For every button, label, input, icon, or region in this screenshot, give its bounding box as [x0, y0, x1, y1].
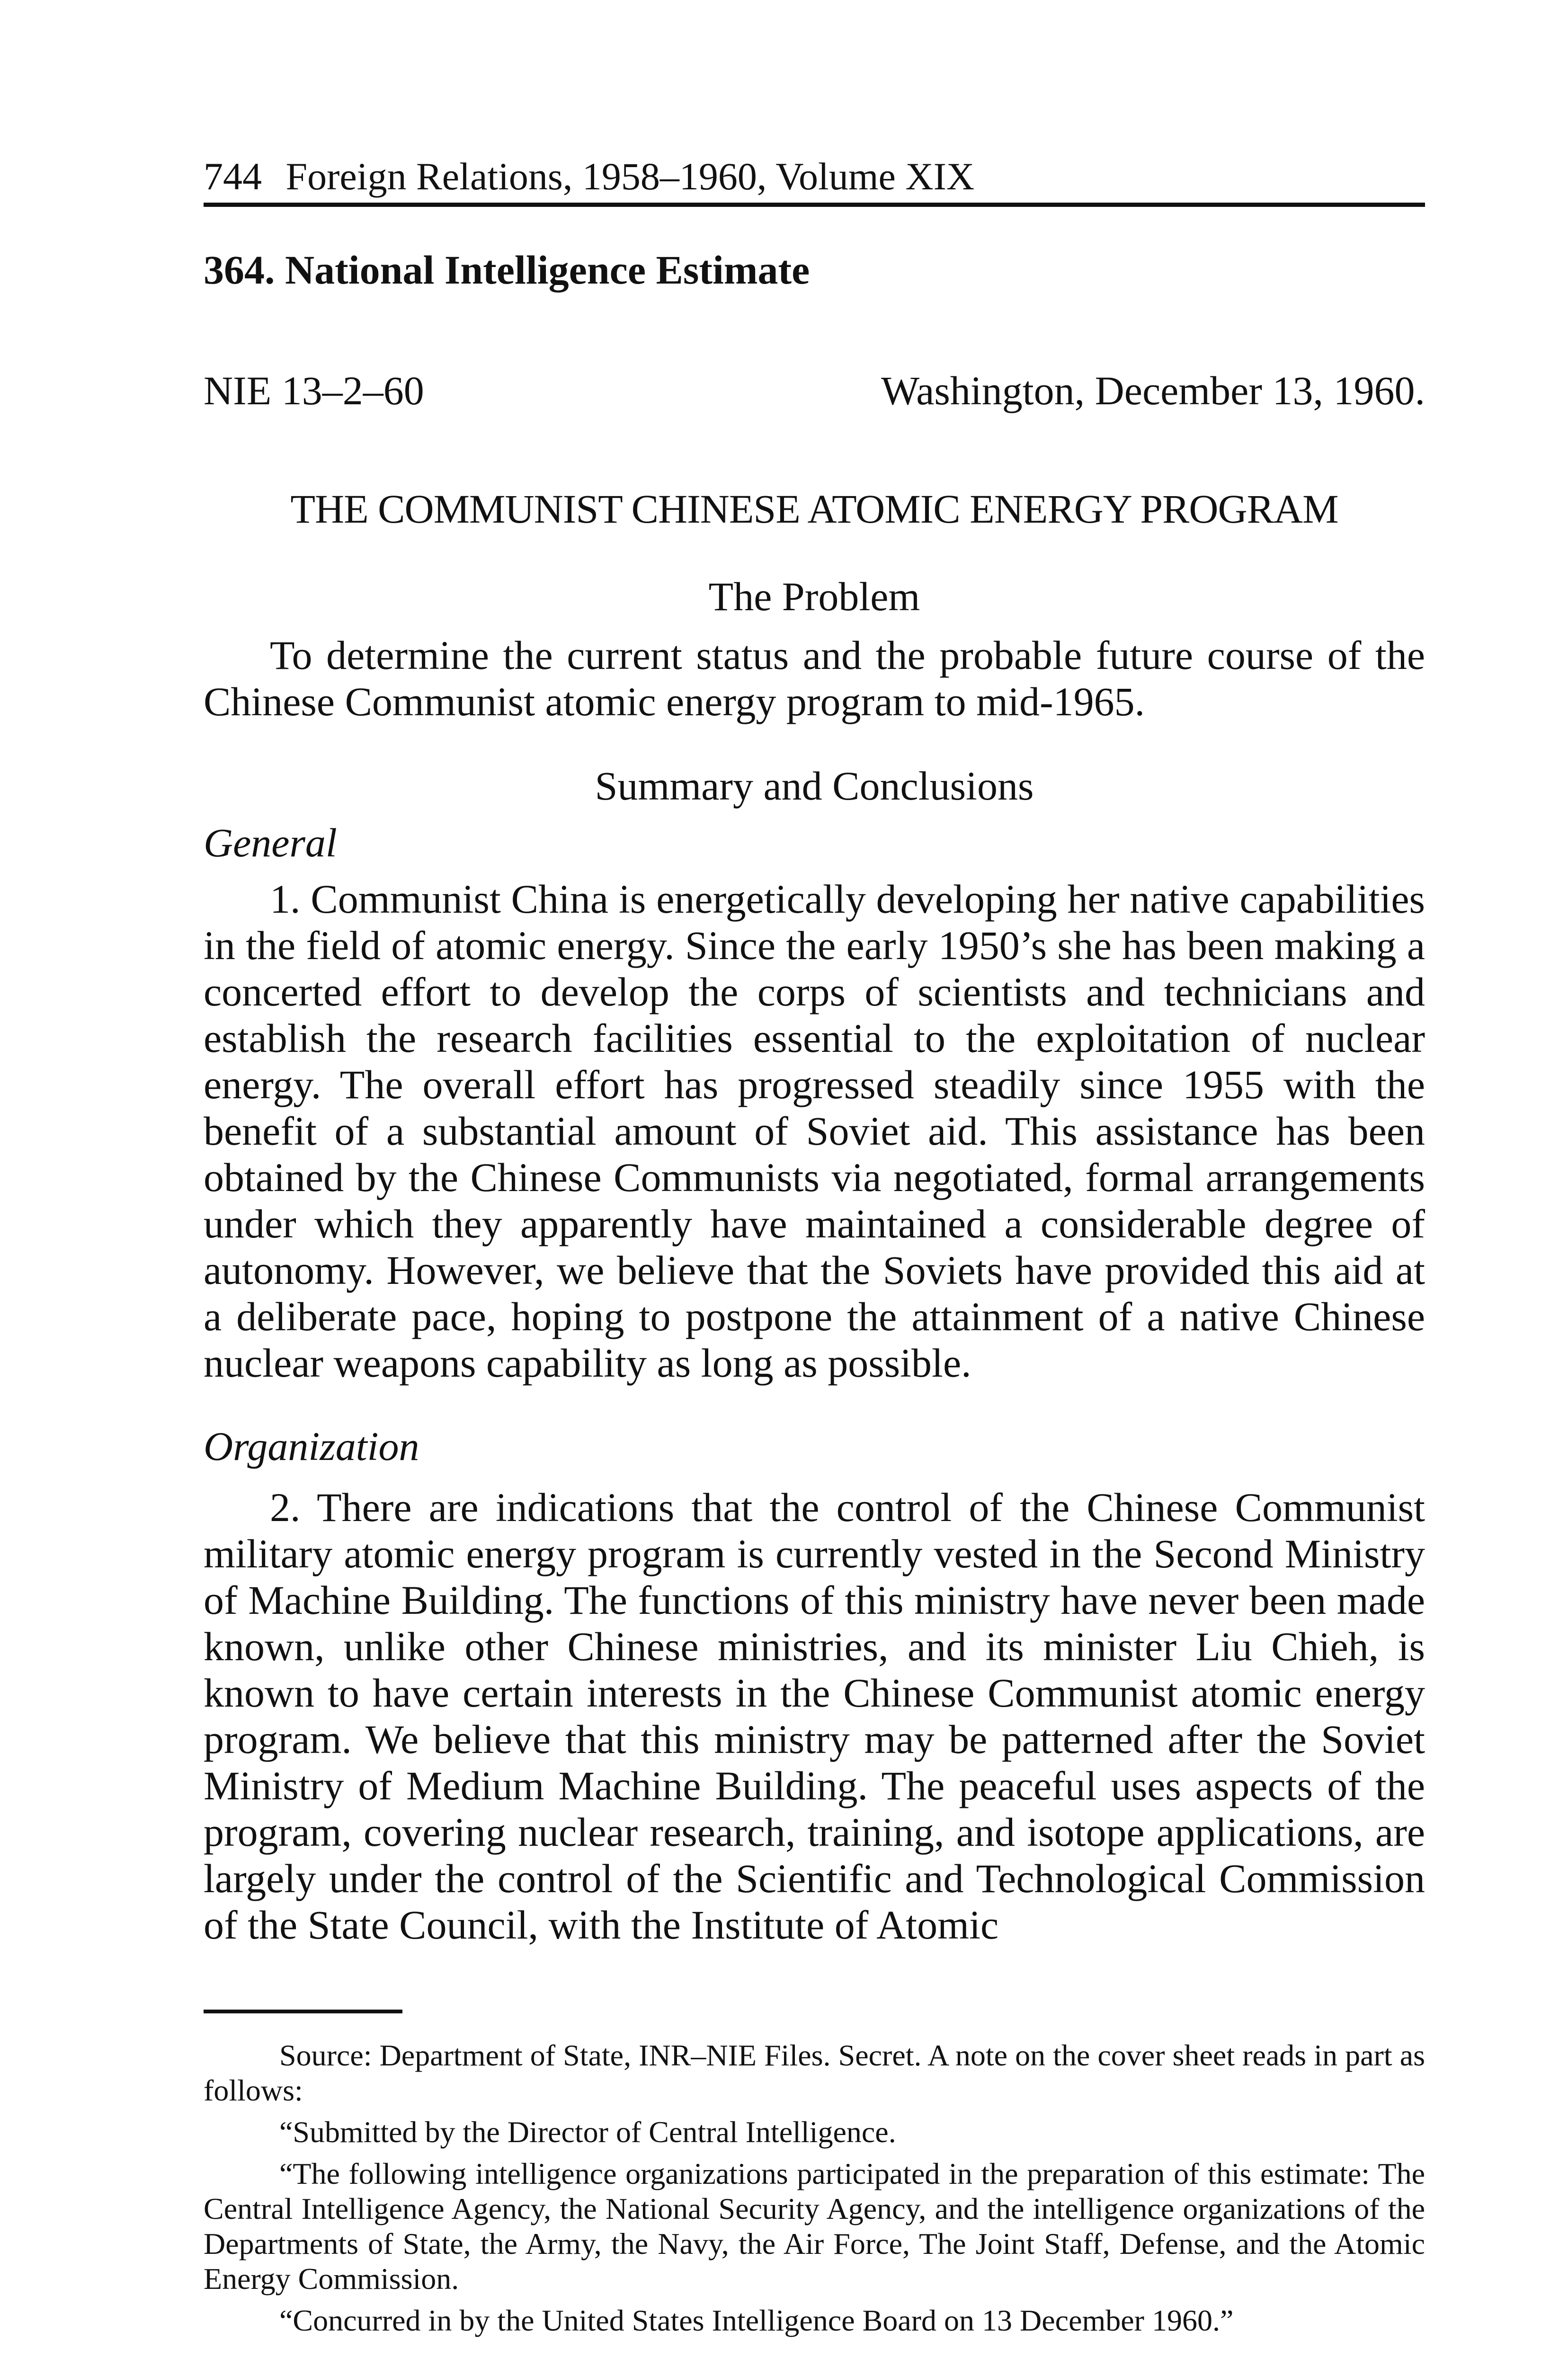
paragraph-1-text: 1. Communist China is energetically developing her native capabilities in the field of atomic energy. Since the early 1950’s she has been making a concerted effort to develop the corps of scientists and technicians and establish the research facilities essential to the exploitation of nuclear energy. The overall effort has progressed steadily since 1955 with the benefit of a substantial amount of Soviet aid. This assistance has been obtained by the Chinese Communists via negotiated, formal arrangements under which they apparently have maintained a considerable degree of autonomy. However, we believe that the Soviets have provided this aid at a deliberate pace, hoping to postpone the attainment of a native Chinese nuclear weapons capability as long as possible. [204, 876, 1425, 1386]
paragraph-2 [204, 1484, 1425, 1948]
document-meta [204, 365, 1425, 417]
paragraph-1 [204, 876, 1425, 1386]
general-subheading: General [204, 820, 337, 865]
problem-heading: The Problem [708, 574, 920, 619]
estimate-title: THE COMMUNIST CHINESE ATOMIC ENERGY PROGRAM [290, 486, 1338, 532]
document-heading: 364. National Intelligence Estimate [204, 247, 810, 293]
document-id: NIE 13–2–60 [204, 368, 424, 413]
footnote-divider [204, 2010, 402, 2013]
problem-statement [204, 632, 1425, 725]
footnote-source: Source: Department of State, INR–NIE Files. Secret. A note on the cover sheet reads in part as follows: [204, 2038, 1425, 2107]
paragraph-2-text: 2. There are indications that the control of the Chinese Communist military atomic energy program is currently vested in the Second Ministry of Machine Building. The functions of this ministry have never been made known, unlike other Chinese ministries, and its minister Liu Chieh, is known to have certain interests in the Chinese Communist atomic energy program. We believe that this ministry may be patterned after the Soviet Ministry of Medium Machine Building. The peaceful uses aspects of the program, covering nuclear research, training, and isotope applications, are largely under the control of the Scientific and Technological Commission of the State Council, with the Institute of Atomic [204, 1485, 1425, 1948]
footnote-quote: “The following intelligence organizations participated in the preparation of this estimate: The Central Intelligence Agency, the National Security Agency, and the intelligence organizations of the Departments of State, the Army, the Navy, the Air Force, The Joint Staff, Defense, and the Atomic Energy Commission. [204, 2157, 1425, 2296]
organization-subheading: Organization [204, 1424, 419, 1469]
problem-paragraph: To determine the current status and the probable future course of the Chinese Communist atomic energy program to mid-1965. [204, 632, 1425, 724]
footnote-quote: “Concurred in by the United States Intelligence Board on 13 December 1960.” [279, 2304, 1234, 2337]
footnote-quote: “Submitted by the Director of Central Intelligence. [279, 2115, 896, 2149]
running-head [204, 151, 1425, 207]
summary-heading: Summary and Conclusions [595, 763, 1034, 809]
book-title: Foreign Relations, 1958–1960, Volume XIX [285, 155, 975, 198]
page-number: 744 [204, 155, 262, 198]
place-date: Washington, December 13, 1960. [881, 368, 1425, 413]
footnotes [204, 2038, 1425, 2345]
